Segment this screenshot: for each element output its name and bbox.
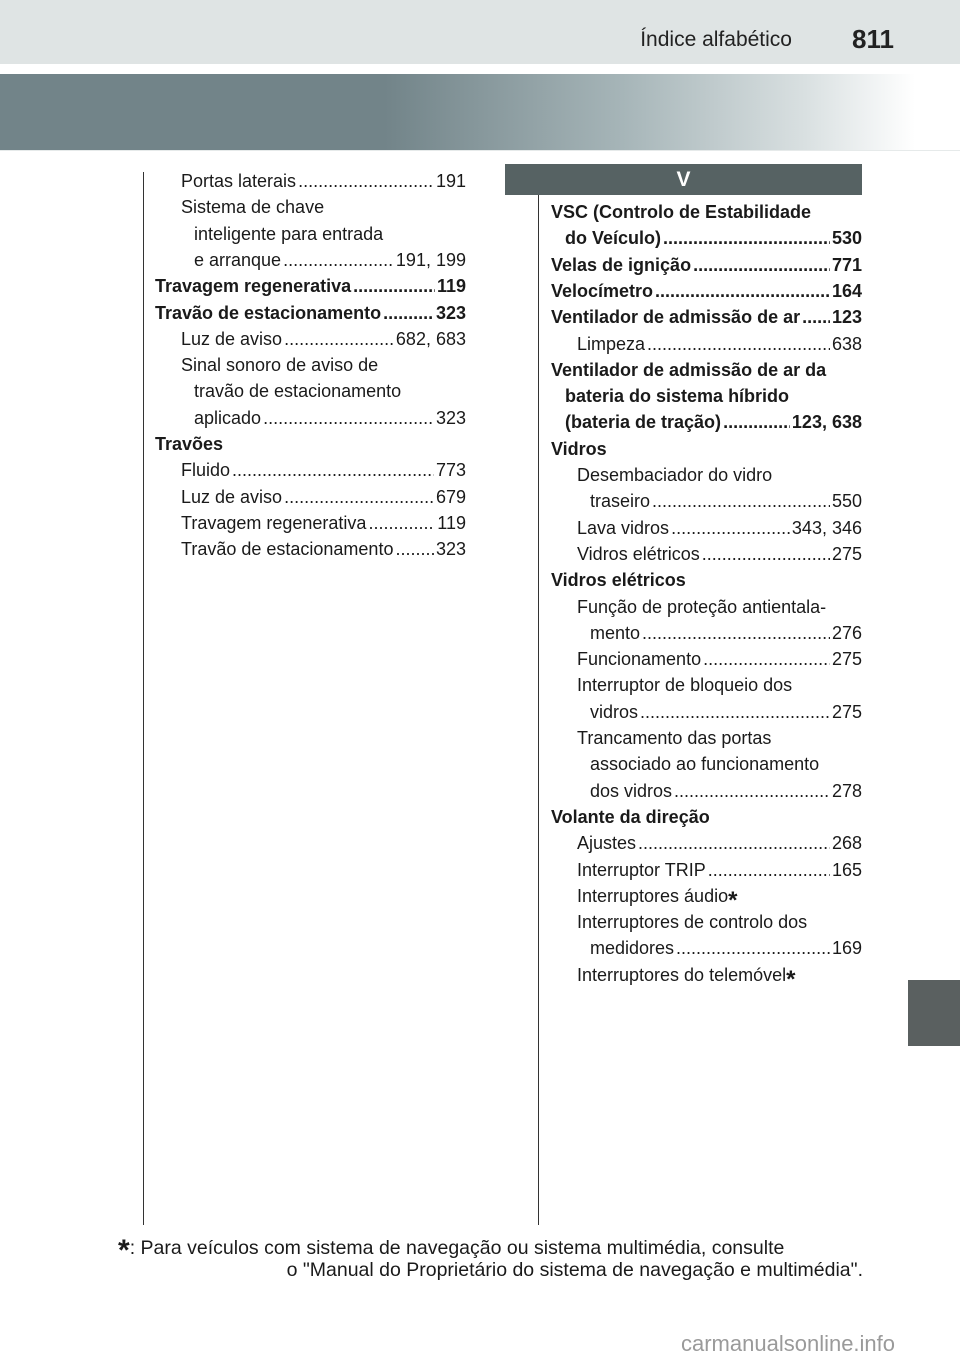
index-entry [590,489,862,513]
entry-text: Travões [155,434,224,454]
entry-text: Travão de estacionamento [155,302,382,323]
index-entry [551,358,826,382]
index-entry [551,568,686,592]
entry-text: Sinal sonoro de aviso de [181,355,379,376]
index-entry [577,858,862,882]
index-entry [551,253,862,277]
entry-text: Luz de aviso [181,328,283,349]
index-entry [577,595,826,619]
entry-page: 323 [435,302,466,323]
index-entry [577,542,862,566]
entry-page: 771 [831,254,862,275]
entry-text: bateria do sistema híbrido [565,386,790,407]
entry-text: do Veículo) [565,228,662,249]
entry-page: 550 [831,491,862,512]
leader-dots [263,406,434,430]
index-entry [155,301,466,325]
entry-text: aplicado [194,407,262,428]
entry-text: Ventilador de admissão de ar da [551,359,827,380]
entry-text: Travagem regenerativa [155,276,352,297]
entry-page: 343, 346 [791,517,862,538]
index-entry [577,910,807,934]
entry-page: 638 [831,333,862,354]
index-entry [551,437,607,461]
entry-text: (bateria de tração) [565,412,722,433]
right-column-rule [538,195,539,1225]
index-entry [577,726,771,750]
entry-page: 191 [435,171,466,191]
index-entry [194,222,383,246]
index-entry [194,406,466,430]
leader-dots [283,248,394,272]
index-entry [194,248,466,272]
leader-dots [284,485,434,509]
index-entry [577,647,862,671]
index-entry [155,432,223,456]
index-entry [181,169,466,193]
leader-dots [708,858,830,882]
decorative-gradient-band [0,74,915,150]
entry-text: e arranque [194,249,282,270]
entry-page: 530 [831,228,862,249]
footnote-text: : Para veículos com sistema de navegação ou sistema multimédia, consulte [129,1237,785,1259]
entry-page: 191, 199 [395,249,466,270]
entry-text: Fluido [181,460,231,481]
leader-dots [802,305,830,329]
entry-text: mento [590,622,641,643]
entry-text: Interruptor de bloqueio dos [577,675,793,696]
thumb-tab [908,980,960,1046]
entry-text: Lava vidros [577,517,670,538]
entry-text: Ajustes [577,833,637,854]
index-entry [565,384,789,408]
entry-page: 278 [831,780,862,801]
entry-text: VSC (Controlo de Estabilidade [551,202,812,222]
index-entry [577,831,862,855]
index-entry [181,537,466,561]
entry-text: Luz de aviso [181,486,283,507]
index-entry [577,673,792,697]
entry-text: dos vidros [590,780,673,801]
letter-heading-v: V [505,164,862,195]
footnote-mark: * [118,1234,130,1267]
entry-text: Limpeza [577,333,646,354]
left-column-rule [143,172,144,1225]
entry-text: Portas laterais [181,171,297,191]
entry-page: 275 [831,649,862,670]
entry-page: 275 [831,543,862,564]
index-entry [194,379,401,403]
leader-dots [368,511,435,535]
footnote-line-1 [118,1228,785,1267]
entry-text: Travagem regenerativa [181,512,367,533]
index-entry [577,332,862,356]
entry-page: 169 [831,938,862,959]
index-entry [565,410,862,434]
entry-page: 165 [831,859,862,880]
entry-page: 123 [831,307,862,328]
index-entry [181,327,466,351]
entry-page: 276 [831,622,862,643]
entry-text: Vidros [551,438,607,459]
entry-page: 773 [435,460,466,481]
divider [0,150,960,151]
entry-text: inteligente para entrada [194,223,384,244]
entry-text: Trancamento das portas [577,728,772,748]
index-entry: Interruptores áudio * [577,885,738,914]
entry-page: 679 [435,486,466,507]
entry-text: Sistema de chave [181,197,325,218]
entry-text: Interruptores de controlo dos [577,912,808,933]
leader-dots [298,169,434,193]
index-entry [181,195,324,219]
index-entry [590,621,862,645]
index-entry [181,353,378,377]
leader-dots [703,647,830,671]
leader-dots [723,410,790,434]
index-entry [590,936,862,960]
section-title: Índice alfabético [640,28,792,51]
leader-dots [383,301,434,325]
entry-text: Velocímetro [551,280,654,301]
leader-dots [652,489,830,513]
leader-dots [702,542,830,566]
entry-text: associado ao funcionamento [590,754,820,775]
leader-dots [638,831,830,855]
entry-page: 323 [435,539,466,560]
entry-text: Desembaciador do vidro [577,465,773,485]
entry-text: Funcionamento [577,649,702,670]
index-entry [551,200,811,224]
footnote-line-2: o "Manual do Proprietário do sistema de navegação e multimédia". [286,1259,863,1281]
entry-text: traseiro [590,491,651,512]
entry-text: Vidros elétricos [577,543,700,564]
watermark: carmanualsonline.info [681,1331,896,1356]
leader-dots [232,458,434,482]
entry-text: Ventilador de admissão de ar [551,307,801,328]
leader-dots [663,226,830,250]
entry-text: Velas de ignição [551,254,692,275]
entry-text: Vidros elétricos [551,570,686,591]
index-entry [155,274,466,298]
leader-dots [395,537,433,561]
index-entry: Interruptores do telemóvel * [577,964,796,993]
entry-page: 323 [435,407,466,428]
leader-dots [284,327,394,351]
entry-page: 268 [831,833,862,854]
index-entry [551,279,862,303]
entry-page: 164 [831,280,862,301]
entry-text: Função de proteção antientala- [577,596,827,617]
entry-text: travão de estacionamento [194,381,402,402]
entry-page: 123, 638 [791,412,862,433]
index-entry [181,485,466,509]
leader-dots [676,936,830,960]
index-entry [551,305,862,329]
index-entry [577,463,772,487]
leader-dots [671,516,790,540]
entry-page: 682, 683 [395,328,466,349]
leader-dots [655,279,830,303]
leader-dots [647,332,830,356]
leader-dots [693,253,830,277]
entry-text: Volante da direção [551,806,710,827]
index-entry [565,226,862,250]
leader-dots [640,700,830,724]
entry-text: medidores [590,938,675,959]
index-entry [181,458,466,482]
index-entry [181,511,466,535]
entry-text: Interruptor TRIP [577,859,706,880]
index-entry [590,779,862,803]
index-entry [551,805,710,829]
index-entry [577,516,862,540]
index-entry [590,752,819,776]
entry-text: vidros [590,701,639,722]
entry-text: Travão de estacionamento [181,539,394,560]
header-band [0,0,960,64]
entry-text: Interruptores áudio [577,885,729,906]
index-entry [590,700,862,724]
leader-dots [642,621,830,645]
leader-dots [674,779,830,803]
entry-page: 275 [831,701,862,722]
entry-page: 119 [436,276,466,297]
page-number: 811 [852,24,894,54]
entry-page: 119 [437,512,466,533]
leader-dots [353,274,435,298]
entry-text: Interruptores do telemóvel [577,964,787,985]
